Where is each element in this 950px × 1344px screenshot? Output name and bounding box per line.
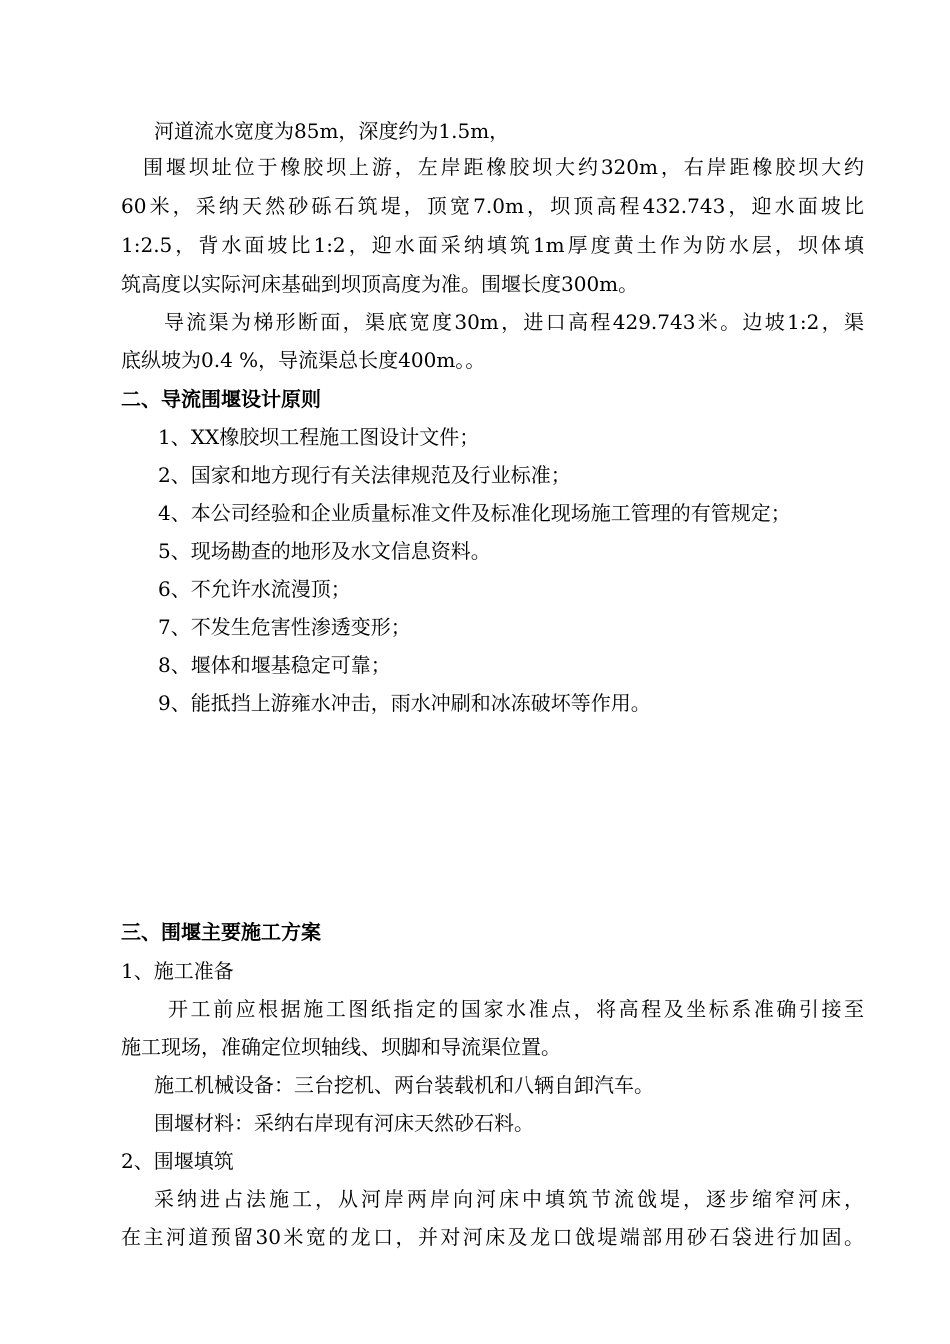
paragraph-preparation-line-1: 开工前应根据施工图纸指定的国家水准点，将高程及坐标系准确引接至 [168,997,864,1021]
list-item: 9、能抵挡上游雍水冲击，雨水冲刷和冰冻破坏等作用。 [158,691,651,715]
paragraph-diversion-line-2: 底纵坡为0.4 %，导流渠总长度400m。。 [121,348,486,372]
paragraph-filling-line-1: 采纳进占法施工，从河岸两岸向河床中填筑节流戗堤，逐步缩窄河床， [154,1187,864,1211]
paragraph-cofferdam-line-1: 围堰坝址位于橡胶坝上游，左岸距橡胶坝大约320m，右岸距橡胶坝大约 [143,155,864,179]
section-heading-construction-plan: 三、围堰主要施工方案 [121,920,321,944]
paragraph-preparation-line-2: 施工现场，准确定位坝轴线、坝脚和导流渠位置。 [121,1035,561,1059]
paragraph-materials: 围堰材料：采纳右岸现有河床天然砂石料。 [154,1111,534,1135]
list-item: 6、不允许水流漫顶； [158,577,351,601]
paragraph-equipment: 施工机械设备：三台挖机、两台装载机和八辆自卸汽车。 [154,1073,654,1097]
list-item: 1、XX橡胶坝工程施工图设计文件； [158,425,480,449]
list-item: 8、堰体和堰基稳定可靠； [158,653,391,677]
paragraph-cofferdam-line-4: 筑高度以实际河床基础到坝顶高度为准。围堰长度300m。 [121,272,639,296]
paragraph-river-width: 河道流水宽度为85m，深度约为1.5m， [154,119,510,143]
paragraph-filling-line-2: 在主河道预留30米宽的龙口，并对河床及龙口戗堤端部用砂石袋进行加固。 [121,1225,864,1249]
subheading-preparation: 1、施工准备 [121,959,234,983]
list-item: 7、不发生危害性渗透变形； [158,615,411,639]
list-item: 5、现场勘查的地形及水文信息资料。 [158,539,491,563]
paragraph-cofferdam-line-2: 60米，采纳天然砂砾石筑堤，顶宽7.0m，坝顶高程432.743，迎水面坡比 [121,194,864,218]
section-heading-design-principles: 二、导流围堰设计原则 [121,387,321,411]
list-item: 4、本公司经验和企业质量标准文件及标准化现场施工管理的有管规定； [158,501,791,525]
subheading-filling: 2、围堰填筑 [121,1149,234,1173]
paragraph-cofferdam-line-3: 1:2.5，背水面坡比1:2，迎水面采纳填筑1m厚度黄土作为防水层，坝体填 [121,233,864,257]
list-item: 2、国家和地方现行有关法律规范及行业标准； [158,463,571,487]
paragraph-diversion-line-1: 导流渠为梯形断面，渠底宽度30m，进口高程429.743米。边坡1:2，渠 [164,310,864,334]
